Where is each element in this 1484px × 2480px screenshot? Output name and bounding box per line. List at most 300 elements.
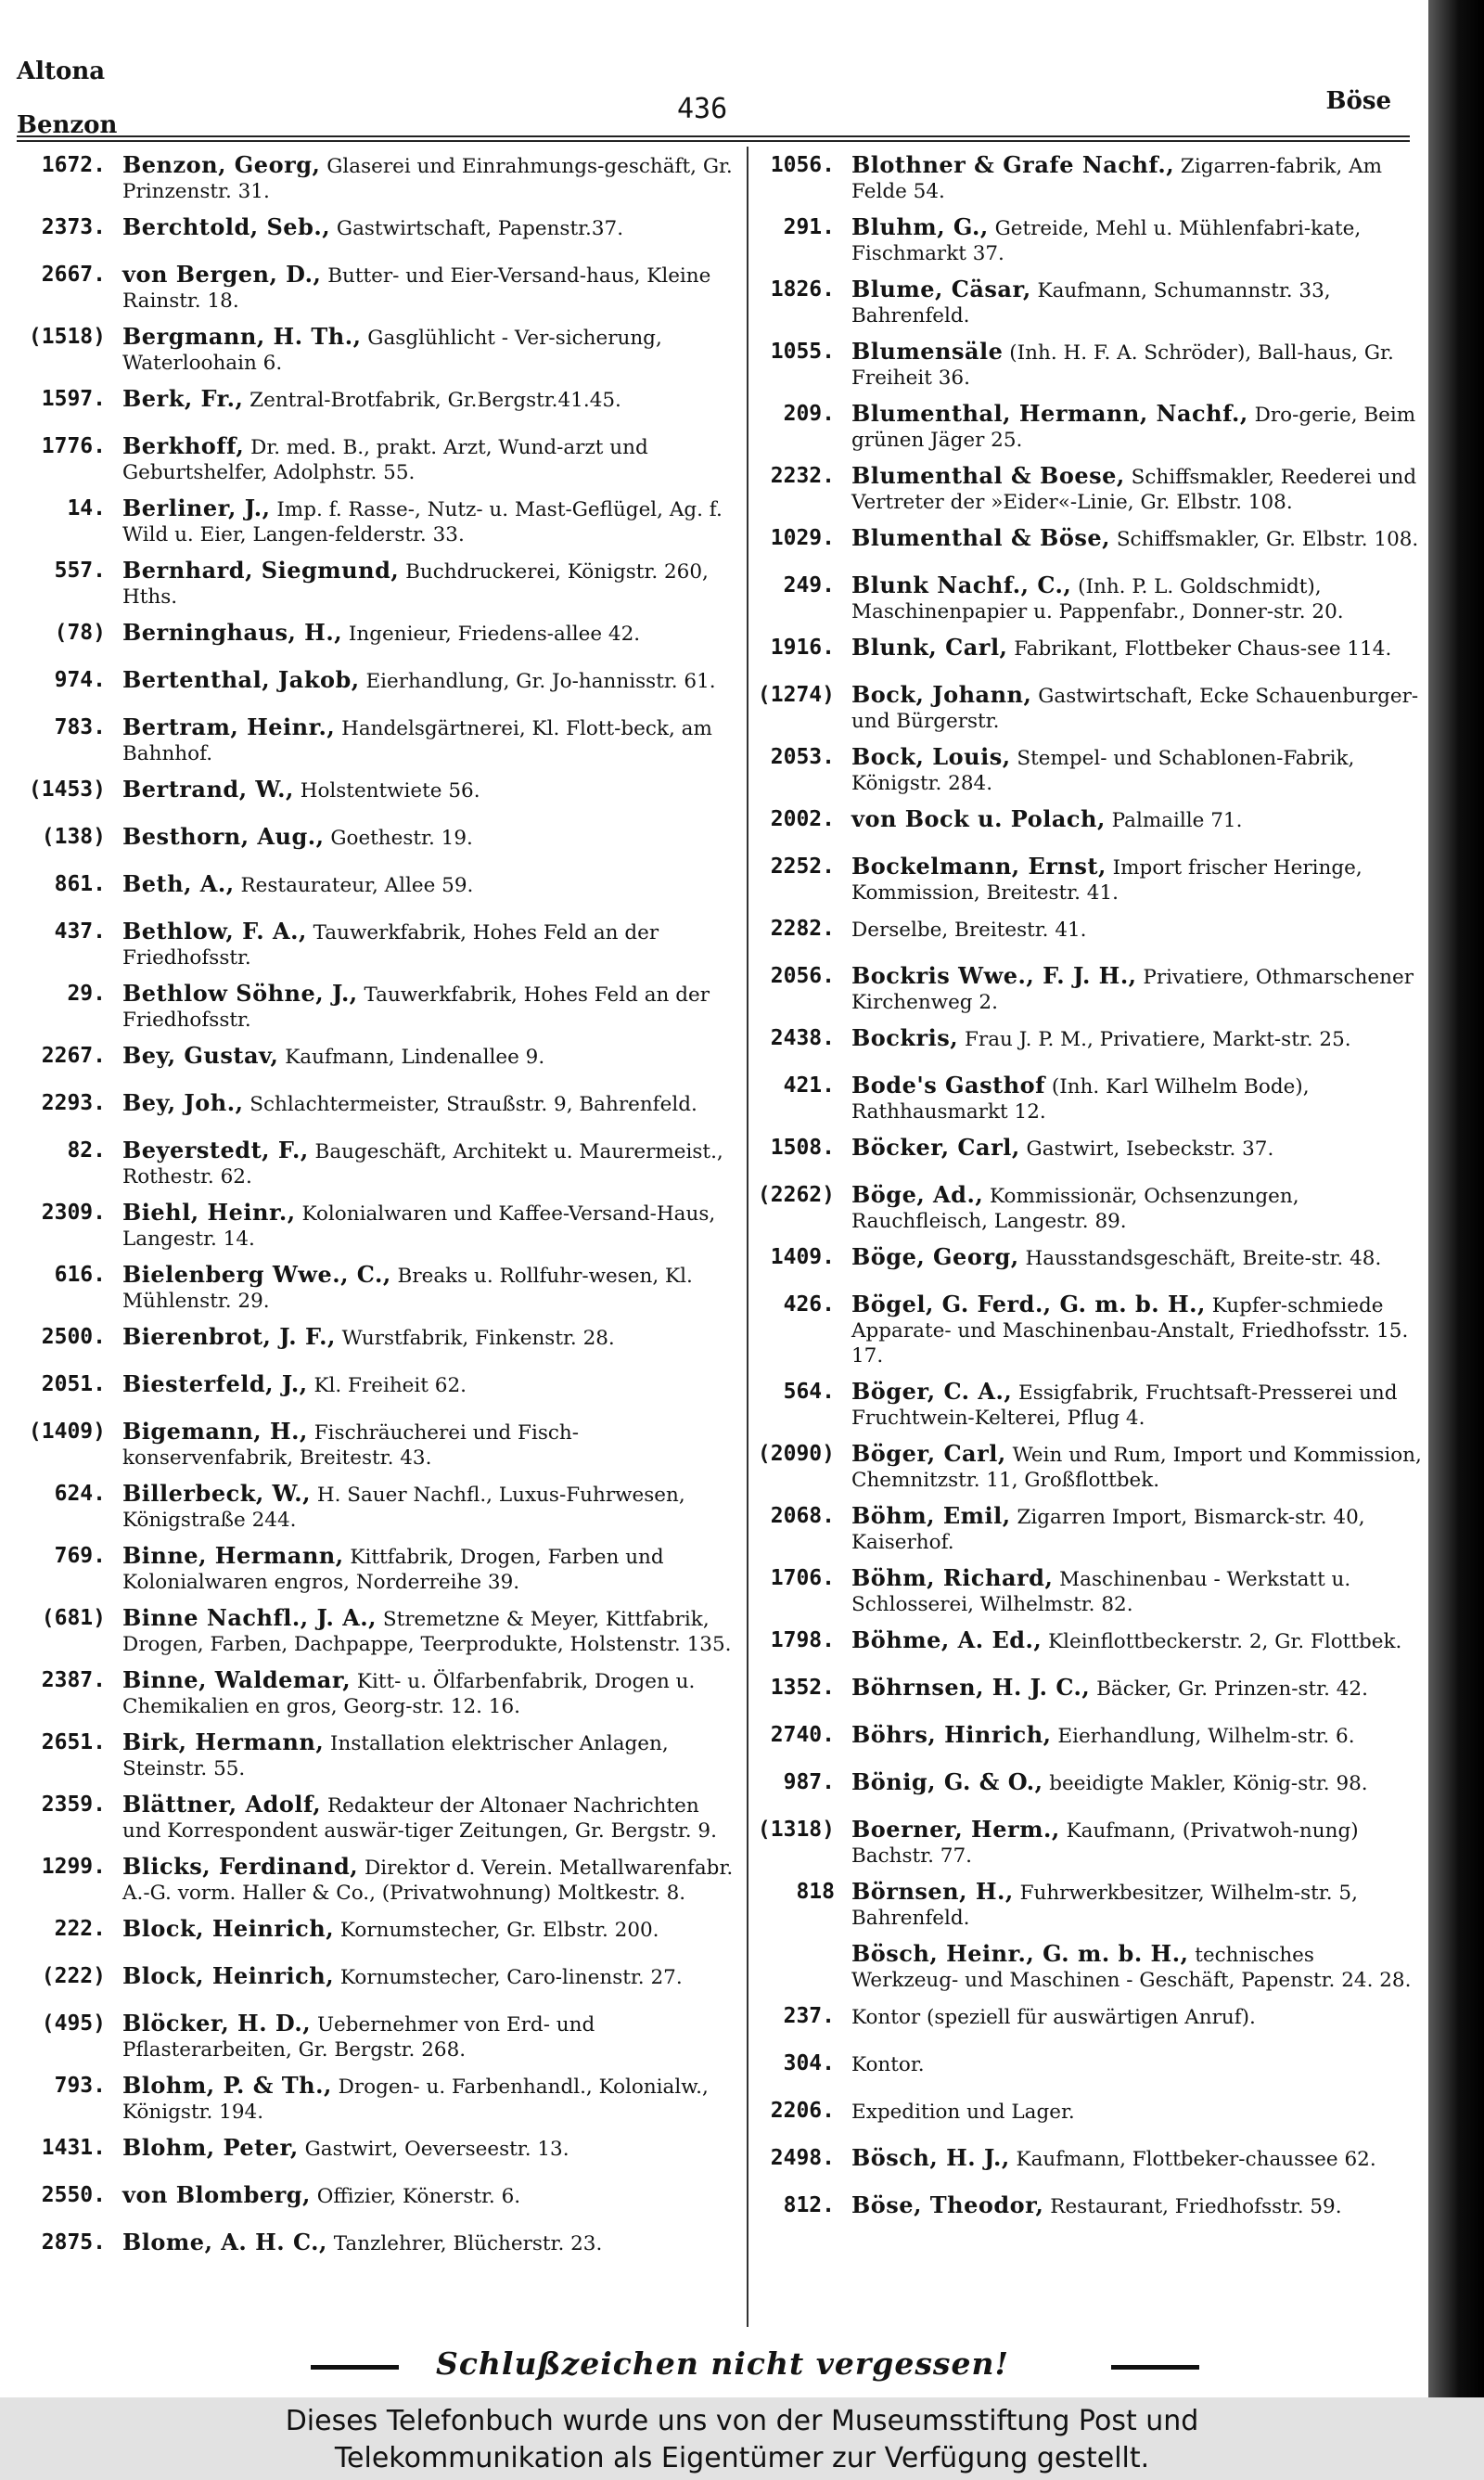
subscriber-details: Ingenieur, Friedens-allee 42. xyxy=(348,623,641,646)
header-last-entry: Böse xyxy=(1325,87,1391,115)
entry-text xyxy=(851,1565,1424,1617)
phone-number: (1453) xyxy=(28,777,106,802)
subscriber-name: Bockris, xyxy=(851,1024,959,1051)
subscriber-details: Imp. f. Rasse-, Nutz- u. Mast-Geflügel, Ag. f. Wild u. Eier, Langen-felderstr. 33. xyxy=(122,498,723,546)
phone-number: (1409) xyxy=(28,1420,106,1444)
subscriber-name: Benzon, Georg, xyxy=(122,151,321,178)
subscriber-details: (Inh. P. L. Goldschmidt), Maschinenpapier u. Pappenfabr., Donner-str. 20. xyxy=(851,575,1344,623)
subscriber-name: Bock, Johann, xyxy=(851,681,1032,708)
entry-text xyxy=(851,1817,1424,1869)
header-city: Altona xyxy=(17,58,106,85)
phone-number: 2740. xyxy=(770,1723,835,1747)
directory-entry xyxy=(742,2187,1424,2234)
directory-entry xyxy=(742,1998,1424,2045)
subscriber-details: Direktor d. Verein. Metallwarenfabr. A.-G. vorm. Haller & Co., (Privatwohnung) Moltkestr. 8. xyxy=(122,1857,734,1905)
directory-entry xyxy=(13,2177,736,2224)
subscriber-details: Frau J. P. M., Privatiere, Markt-str. 25. xyxy=(965,1028,1351,1051)
phone-number: 2051. xyxy=(41,1372,106,1396)
directory-entry xyxy=(742,457,1424,520)
subscriber-name: Böger, C. A., xyxy=(851,1378,1013,1405)
subscriber-name: Bielenberg Wwe., C., xyxy=(122,1261,391,1288)
subscriber-details: Wurstfabrik, Finkenstr. 28. xyxy=(341,1327,615,1350)
subscriber-details: Maschinenbau - Werkstatt u. Schlosserei, Wilhelmstr. 82. xyxy=(851,1568,1351,1616)
phone-number: 2053. xyxy=(770,745,835,769)
phone-number: 2359. xyxy=(41,1793,106,1817)
subscriber-name: Bockris Wwe., F. J. H., xyxy=(851,962,1137,989)
directory-entry xyxy=(742,333,1424,395)
phone-number: 1055. xyxy=(770,340,835,364)
entry-text xyxy=(122,1916,736,1943)
subscriber-details: Fischräucherei und Fisch-konservenfabrik, Breitestr. 43. xyxy=(122,1421,580,1470)
phone-number: 1029. xyxy=(770,526,835,550)
directory-entry xyxy=(13,1413,736,1475)
subscriber-name: Böge, Ad., xyxy=(851,1181,984,1208)
phone-number: 2667. xyxy=(41,263,106,287)
entry-text xyxy=(122,1043,736,1070)
right-column xyxy=(742,147,1424,2234)
directory-entry xyxy=(13,1724,736,1786)
entry-text xyxy=(851,339,1424,391)
footer-slogan: Schlußzeichen nicht vergessen! xyxy=(436,2345,1009,2382)
phone-number: 2498. xyxy=(770,2146,835,2170)
phone-number: 783. xyxy=(54,715,106,739)
entry-text xyxy=(851,1379,1424,1431)
entry-text xyxy=(851,214,1424,266)
phone-number: 14. xyxy=(67,496,106,520)
phone-number: 861. xyxy=(54,872,106,896)
directory-entry xyxy=(742,1622,1424,1669)
subscriber-name: Blothner & Grafe Nachf., xyxy=(851,151,1175,178)
directory-entry xyxy=(13,318,736,380)
credit-line-1: Dieses Telefonbuch wurde uns von der Museumsstiftung Post und xyxy=(285,2405,1199,2437)
subscriber-details: Kleinflottbeckerstr. 2, Gr. Flottbek. xyxy=(1048,1630,1402,1653)
phone-number: 2267. xyxy=(41,1044,106,1068)
entry-text xyxy=(122,2135,736,2162)
subscriber-details: Kupfer-schmiede Apparate- und Maschinenbau-Anstalt, Friedhofsstr. 15. 17. xyxy=(851,1294,1409,1368)
phone-number: (2090) xyxy=(757,1442,835,1466)
directory-entry xyxy=(13,662,736,709)
phone-number: (1318) xyxy=(757,1818,835,1842)
subscriber-details: Gastwirtschaft, Papenstr.37. xyxy=(336,217,624,240)
directory-entry xyxy=(13,1085,736,1132)
subscriber-name: Blumenthal & Böse, xyxy=(851,524,1110,551)
phone-number: 818 xyxy=(796,1880,835,1904)
directory-entry xyxy=(742,2092,1424,2139)
phone-number: 1798. xyxy=(770,1628,835,1652)
phone-number: (2262) xyxy=(757,1183,835,1207)
phone-number: 2002. xyxy=(770,807,835,831)
subscriber-name: Berk, Fr., xyxy=(122,385,244,412)
entry-text xyxy=(122,386,736,413)
entry-text xyxy=(851,1503,1424,1555)
subscriber-details: Kl. Freiheit 62. xyxy=(313,1374,467,1397)
subscriber-name: Blättner, Adolf, xyxy=(122,1791,322,1818)
directory-entry xyxy=(13,818,736,866)
entry-text xyxy=(851,963,1424,1015)
directory-entry xyxy=(742,1764,1424,1811)
phone-number: 2309. xyxy=(41,1201,106,1225)
subscriber-name: Bösch, Heinr., G. m. b. H., xyxy=(851,1940,1189,1967)
subscriber-details: Expedition und Lager. xyxy=(851,2101,1075,2124)
entry-text xyxy=(122,1854,736,1906)
directory-entry xyxy=(742,1497,1424,1560)
directory-entry xyxy=(13,1132,736,1194)
directory-entry xyxy=(742,209,1424,271)
phone-number: 974. xyxy=(54,668,106,692)
directory-entry xyxy=(742,1669,1424,1716)
subscriber-name: Blumenthal & Boese, xyxy=(851,462,1125,489)
entry-text xyxy=(122,981,736,1033)
subscriber-details: Glaserei und Einrahmungs-geschäft, Gr. Prinzenstr. 31. xyxy=(122,155,733,203)
directory-entry xyxy=(13,1256,736,1318)
subscriber-name: Berchtold, Seb., xyxy=(122,213,331,240)
directory-entry xyxy=(13,709,736,771)
subscriber-details: Schlachtermeister, Straußstr. 9, Bahrenfeld. xyxy=(249,1093,697,1116)
left-column xyxy=(13,147,736,2271)
directory-entry xyxy=(742,957,1424,1020)
subscriber-name: Binne, Waldemar, xyxy=(122,1666,352,1693)
phone-number: 29. xyxy=(67,982,106,1006)
directory-entry xyxy=(13,147,736,209)
directory-entry xyxy=(13,490,736,552)
phone-number: 1916. xyxy=(770,636,835,660)
directory-entry xyxy=(13,1475,736,1537)
phone-number: 1826. xyxy=(770,277,835,302)
phone-number: 987. xyxy=(783,1770,835,1794)
subscriber-details: Dr. med. B., prakt. Arzt, Wund-arzt und Geburtshelfer, Adolphstr. 55. xyxy=(122,436,648,484)
entry-text xyxy=(122,919,736,970)
entry-text xyxy=(851,1073,1424,1124)
subscriber-name: Berliner, J., xyxy=(122,495,271,521)
phone-number: 2651. xyxy=(41,1730,106,1754)
entry-text xyxy=(851,1244,1424,1271)
subscriber-details: Gastwirt, Isebeckstr. 37. xyxy=(1026,1137,1274,1161)
phone-number: 1776. xyxy=(41,434,106,458)
subscriber-details: Kontor. xyxy=(851,2053,925,2076)
directory-entry xyxy=(742,629,1424,676)
phone-number: 557. xyxy=(54,559,106,583)
subscriber-details: Uebernehmer von Erd- und Pflasterarbeiten, Gr. Bergstr. 268. xyxy=(122,2013,595,2062)
entry-text xyxy=(851,1135,1424,1162)
subscriber-details: Wein und Rum, Import und Kommission, Chemnitzstr. 11, Großflottbek. xyxy=(851,1444,1422,1492)
subscriber-name: Bertrand, W., xyxy=(122,776,294,803)
subscriber-details: technisches Werkzeug- und Maschinen - Geschäft, Papenstr. 24. 28. xyxy=(851,1944,1412,1992)
subscriber-name: Bierenbrot, J. F., xyxy=(122,1323,336,1350)
subscriber-details: Kornumstecher, Caro-linenstr. 27. xyxy=(339,1966,683,1989)
directory-entry xyxy=(742,1067,1424,1129)
directory-entry xyxy=(13,975,736,1037)
subscriber-name: Bluhm, G., xyxy=(851,213,989,240)
subscriber-name: Blohm, Peter, xyxy=(122,2134,299,2161)
subscriber-details: Gastwirt, Oeverseestr. 13. xyxy=(304,2138,569,2161)
entry-text xyxy=(122,433,736,485)
subscriber-details: Kaufmann, Schumannstr. 33, Bahrenfeld. xyxy=(851,279,1331,328)
subscriber-name: Boerner, Herm., xyxy=(851,1816,1060,1843)
phone-number: 2056. xyxy=(770,964,835,988)
directory-entry xyxy=(742,1935,1424,1998)
directory-entry xyxy=(742,1873,1424,1935)
subscriber-name: Böhrnsen, H. J. C., xyxy=(851,1674,1091,1701)
phone-number: 2387. xyxy=(41,1668,106,1692)
entry-text xyxy=(122,1200,736,1252)
subscriber-details: Kontor (speziell für auswärtigen Anruf). xyxy=(851,2006,1256,2029)
subscriber-name: Böse, Theodor, xyxy=(851,2191,1044,2218)
entry-text xyxy=(122,495,736,547)
phone-number: 564. xyxy=(783,1380,835,1404)
entry-text xyxy=(122,2073,736,2125)
subscriber-details: Kittfabrik, Drogen, Farben und Kolonialwaren engros, Norderreihe 39. xyxy=(122,1546,664,1594)
entry-text xyxy=(851,744,1424,796)
phone-number: 1299. xyxy=(41,1855,106,1879)
phone-number: 2068. xyxy=(770,1504,835,1528)
entry-text xyxy=(851,916,1424,943)
subscriber-details: Bäcker, Gr. Prinzen-str. 42. xyxy=(1096,1677,1368,1701)
entry-text xyxy=(851,1627,1424,1654)
entry-text xyxy=(851,635,1424,662)
directory-entry xyxy=(13,1600,736,1662)
phone-number: 2282. xyxy=(770,917,835,941)
phone-number: 249. xyxy=(783,573,835,598)
header-rule xyxy=(17,140,1410,142)
directory-entry xyxy=(13,552,736,614)
subscriber-name: Börnsen, H., xyxy=(851,1878,1014,1905)
subscriber-name: Bethlow, F. A., xyxy=(122,918,307,944)
phone-number: (222) xyxy=(41,1964,106,1988)
entry-text xyxy=(122,324,736,376)
entry-text xyxy=(851,1722,1424,1749)
subscriber-details: (Inh. Karl Wilhelm Bode), Rathhausmarkt 12. xyxy=(851,1075,1310,1124)
subscriber-name: Bergmann, H. Th., xyxy=(122,323,362,350)
entry-text xyxy=(851,152,1424,204)
entry-text xyxy=(122,1481,736,1533)
entry-text xyxy=(851,1291,1424,1368)
subscriber-name: Blunk, Carl, xyxy=(851,634,1008,661)
directory-entry xyxy=(13,1848,736,1910)
subscriber-name: Blicks, Ferdinand, xyxy=(122,1853,359,1880)
entry-text xyxy=(851,1025,1424,1052)
subscriber-name: Böge, Georg, xyxy=(851,1243,1019,1270)
subscriber-details: Kolonialwaren und Kaffee-Versand-Haus, Langestr. 14. xyxy=(122,1202,716,1251)
subscriber-name: von Blomberg, xyxy=(122,2181,311,2208)
subscriber-details: Kitt- u. Ölfarbenfabrik, Drogen u. Chemikalien en gros, Georg-str. 12. 16. xyxy=(122,1670,696,1718)
subscriber-details: H. Sauer Nachfl., Luxus-Fuhrwesen, Königstraße 244. xyxy=(122,1484,685,1532)
phone-number: 2438. xyxy=(770,1026,835,1050)
entry-text xyxy=(851,854,1424,906)
subscriber-details: Stremetzne & Meyer, Kittfabrik, Drogen, Farben, Dachpappe, Teerprodukte, Holstenstr. 135. xyxy=(122,1608,732,1656)
entry-text xyxy=(122,2011,736,2062)
entry-text xyxy=(851,1769,1424,1796)
entry-text xyxy=(122,1792,736,1844)
subscriber-details: Installation elektrischer Anlagen, Steinstr. 55. xyxy=(122,1732,669,1780)
phone-number: 421. xyxy=(783,1073,835,1098)
entry-text xyxy=(122,1543,736,1595)
directory-entry xyxy=(742,1239,1424,1286)
directory-entry xyxy=(742,739,1424,801)
page-number: 436 xyxy=(677,93,728,125)
subscriber-details: Breaks u. Rollfuhr-wesen, Kl. Mühlenstr. 29. xyxy=(122,1265,693,1313)
directory-entry xyxy=(742,1176,1424,1239)
subscriber-name: Blöcker, H. D., xyxy=(122,2010,312,2037)
subscriber-details: Kornumstecher, Gr. Elbstr. 200. xyxy=(339,1919,659,1942)
entry-text xyxy=(851,806,1424,833)
subscriber-name: Beth, A., xyxy=(122,870,235,897)
directory-entry xyxy=(742,395,1424,457)
entry-text xyxy=(851,1182,1424,1234)
phone-number: 426. xyxy=(783,1292,835,1317)
directory-entry xyxy=(13,428,736,490)
entry-text xyxy=(122,714,736,766)
phone-number: (1518) xyxy=(28,325,106,349)
directory-entry xyxy=(13,2005,736,2067)
phone-number: 1672. xyxy=(41,153,106,177)
directory-entry xyxy=(742,1286,1424,1373)
subscriber-name: Berkhoff, xyxy=(122,432,245,459)
subscriber-name: Beyerstedt, F., xyxy=(122,1137,309,1163)
subscriber-name: Biehl, Heinr., xyxy=(122,1199,296,1226)
subscriber-name: Birk, Hermann, xyxy=(122,1728,325,1755)
subscriber-details: Gastwirtschaft, Ecke Schauenburger- und Bürgerstr. xyxy=(851,685,1419,733)
subscriber-name: Bey, Gustav, xyxy=(122,1042,279,1069)
slogan-rule-left xyxy=(311,2365,399,2370)
subscriber-name: von Bock u. Polach, xyxy=(851,805,1106,832)
subscriber-details: Derselbe, Breitestr. 41. xyxy=(851,919,1087,942)
phone-number: 237. xyxy=(783,2004,835,2028)
phone-number: (495) xyxy=(41,2011,106,2036)
credit-line-2: Telekommunikation als Eigentümer zur Verfügung gestellt. xyxy=(334,2442,1150,2474)
subscriber-details: Tauwerkfabrik, Hohes Feld an der Friedhofsstr. xyxy=(122,983,710,1032)
phone-number: 1409. xyxy=(770,1245,835,1269)
directory-entry xyxy=(13,1037,736,1085)
directory-entry xyxy=(742,1129,1424,1176)
subscriber-details: Fuhrwerkbesitzer, Wilhelm-str. 5, Bahrenfeld. xyxy=(851,1882,1358,1930)
entry-text xyxy=(851,1675,1424,1702)
phone-number: 1706. xyxy=(770,1566,835,1590)
phone-number: 437. xyxy=(54,919,106,944)
subscriber-name: Binne, Hermann, xyxy=(122,1542,344,1569)
subscriber-details: beeidigte Makler, König-str. 98. xyxy=(1049,1772,1368,1795)
subscriber-name: Böcker, Carl, xyxy=(851,1134,1020,1161)
directory-entry xyxy=(13,1194,736,1256)
header-first-entry: Benzon xyxy=(17,111,118,139)
directory-entry xyxy=(13,2067,736,2129)
entry-text xyxy=(122,1090,736,1117)
directory-entry xyxy=(742,801,1424,848)
entry-text xyxy=(122,558,736,610)
directory-entry xyxy=(742,1560,1424,1622)
subscriber-name: Blumensäle xyxy=(851,338,1004,365)
directory-entry xyxy=(742,520,1424,567)
subscriber-name: Blume, Cäsar, xyxy=(851,276,1031,302)
directory-entry xyxy=(742,1716,1424,1764)
directory-entry xyxy=(13,866,736,913)
entry-text xyxy=(122,667,736,694)
subscriber-details: (Inh. H. F. A. Schröder), Ball-haus, Gr. Freiheit 36. xyxy=(851,341,1394,390)
subscriber-name: Bigemann, H., xyxy=(122,1418,308,1445)
phone-number: 769. xyxy=(54,1544,106,1568)
entry-text xyxy=(122,1963,736,1990)
phone-number: (1274) xyxy=(757,683,835,707)
phone-number: 2373. xyxy=(41,215,106,239)
subscriber-name: Bertenthal, Jakob, xyxy=(122,666,360,693)
directory-entry xyxy=(742,1811,1424,1873)
entry-text xyxy=(851,525,1424,552)
subscriber-name: Biesterfeld, J., xyxy=(122,1370,308,1397)
subscriber-details: Hausstandsgeschäft, Breite-str. 48. xyxy=(1025,1247,1382,1270)
subscriber-details: Butter- und Eier-Versand-haus, Kleine Rainstr. 18. xyxy=(122,264,711,313)
phone-number: 222. xyxy=(54,1917,106,1941)
directory-entry xyxy=(13,1910,736,1958)
subscriber-name: Blohm, P. & Th., xyxy=(122,2072,332,2099)
subscriber-details: Gasglühlicht - Ver-sicherung, Waterloohain 6. xyxy=(122,327,662,375)
subscriber-details: Getreide, Mehl u. Mühlenfabri-kate, Fischmarkt 37. xyxy=(851,217,1362,265)
subscriber-name: Berninghaus, H., xyxy=(122,619,343,646)
subscriber-name: Bey, Joh., xyxy=(122,1089,244,1116)
entry-text xyxy=(851,1941,1424,1993)
subscriber-name: Bethlow Söhne, J., xyxy=(122,980,358,1007)
directory-entry xyxy=(742,848,1424,910)
entry-text xyxy=(122,1262,736,1314)
subscriber-details: Dro-gerie, Beim grünen Jäger 25. xyxy=(851,404,1416,452)
entry-text xyxy=(122,871,736,898)
directory-entry xyxy=(742,271,1424,333)
credit-banner xyxy=(0,2397,1484,2480)
directory-entry xyxy=(13,2129,736,2177)
phone-number: 209. xyxy=(783,402,835,426)
entry-text xyxy=(851,1879,1424,1931)
subscriber-details: Redakteur der Altonaer Nachrichten und Korrespondent auswär-tiger Zeitungen, Gr. Bergstr. 9. xyxy=(122,1794,717,1843)
phone-number: 2550. xyxy=(41,2183,106,2207)
subscriber-name: Böhrs, Hinrich, xyxy=(851,1721,1052,1748)
subscriber-details: Fabrikant, Flottbeker Chaus-see 114. xyxy=(1014,637,1392,661)
entry-text xyxy=(122,620,736,647)
subscriber-details: Buchdruckerei, Königstr. 260, Hths. xyxy=(122,560,709,609)
entry-text xyxy=(851,682,1424,734)
directory-entry xyxy=(13,1366,736,1413)
phone-number: 2252. xyxy=(770,855,835,879)
directory-entry xyxy=(13,380,736,428)
entry-text xyxy=(122,214,736,241)
phone-number: 1056. xyxy=(770,153,835,177)
directory-entry xyxy=(13,614,736,662)
phone-number: 1352. xyxy=(770,1676,835,1700)
directory-entry xyxy=(13,913,736,975)
entry-text xyxy=(122,2182,736,2209)
phone-number: 304. xyxy=(783,2051,835,2075)
subscriber-name: Bockelmann, Ernst, xyxy=(851,853,1107,880)
entry-text xyxy=(851,276,1424,328)
subscriber-details: Restaurateur, Allee 59. xyxy=(240,874,474,897)
entry-text xyxy=(122,1605,736,1657)
subscriber-name: Binne Nachfl., J. A., xyxy=(122,1604,377,1631)
directory-entry xyxy=(742,147,1424,209)
subscriber-details: Handelsgärtnerei, Kl. Flott-beck, am Bahnhof. xyxy=(122,717,712,765)
subscriber-name: Block, Heinrich, xyxy=(122,1962,335,1989)
directory-entry xyxy=(13,209,736,256)
subscriber-details: Stempel- und Schablonen-Fabrik, Königstr. 284. xyxy=(851,747,1355,795)
subscriber-details: Import frischer Heringe, Kommission, Breitestr. 41. xyxy=(851,856,1362,905)
subscriber-details: Zigarren-fabrik, Am Felde 54. xyxy=(851,155,1382,203)
subscriber-details: Drogen- u. Farbenhandl., Kolonialw., Königstr. 194. xyxy=(122,2075,709,2124)
entry-text xyxy=(122,1324,736,1351)
subscriber-name: Bertram, Heinr., xyxy=(122,713,336,740)
entry-text xyxy=(851,2192,1424,2219)
subscriber-details: Eierhandlung, Wilhelm-str. 6. xyxy=(1057,1725,1355,1748)
subscriber-details: Essigfabrik, Fruchtsaft-Presserei und Fruchtwein-Kelterei, Pflug 4. xyxy=(851,1381,1398,1430)
phone-number: (681) xyxy=(41,1606,106,1630)
phone-number: 2232. xyxy=(770,464,835,488)
subscriber-name: von Bergen, D., xyxy=(122,261,322,288)
directory-entry xyxy=(13,2224,736,2271)
